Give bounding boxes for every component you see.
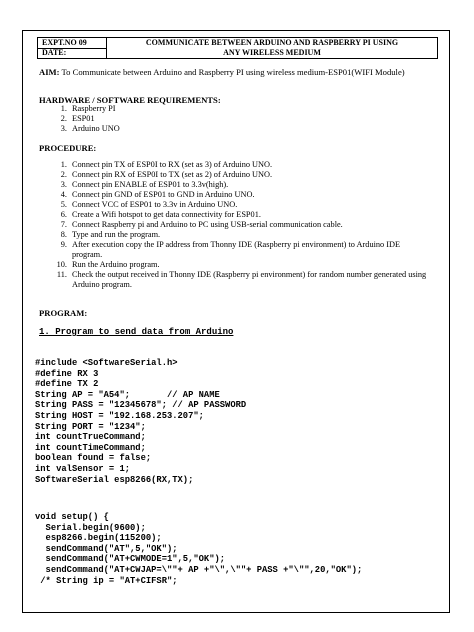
list-item: 6. Create a Wifi hotspot to get data connectivity for ESP01. (60, 210, 261, 219)
aim-statement (39, 67, 405, 77)
list-item: 2. Connect pin RX of ESP0I to TX (set as 2) of Arduino UNO. (60, 170, 273, 179)
list-item: 4. Connect pin GND of ESP01 to GND in Arduino UNO. (60, 190, 255, 199)
list-item: 7. Connect Raspberry pi and Arduino to PC using USB-serial communication cable. (60, 220, 343, 229)
date-label: DATE: (42, 48, 67, 58)
list-item: 1. Raspberry PI (60, 104, 116, 113)
list-item: 10. Run the Arduino program. (56, 260, 160, 269)
procedure-title: PROCEDURE: (39, 143, 97, 153)
list-item: 1. Connect pin TX of ESP0I to RX (set as 3) of Arduino UNO. (60, 160, 273, 169)
list-item: 11. Check the output received in Thonny IDE (Raspberry pi environment) for random number generated using Arduino program. (56, 270, 427, 289)
experiment-title-line2: ANY WIRELESS MEDIUM (223, 48, 321, 57)
header-table (37, 37, 438, 59)
experiment-title (107, 38, 437, 58)
aim-label: AIM: (39, 67, 60, 77)
experiment-title-line1: COMMUNICATE BETWEEN ARDUINO AND RASPBERRY PI USING (145, 38, 399, 47)
requirements-list (52, 104, 432, 134)
list-item: 9. After execution copy the IP address from Thonny IDE (Raspberry pi environment) to Arduino IDE program. (60, 240, 401, 259)
requirements-title: HARDWARE / SOFTWARE REQUIREMENTS: (39, 95, 221, 105)
program-heading: 1. Program to send data from Arduino (39, 327, 234, 337)
code-block-setup: void setup() { Serial.begin(9600); esp8266.begin(115200); sendCommand("AT",5,"OK"); sendCommand("AT+CWMODE=1",5,"OK"); sendCommand("AT+CWJAP=\""+ AP +"\",\""+ PASS +"\"",20,"OK"); /* String ip = "AT+CIFSR"; (35, 512, 363, 586)
list-item: 2. ESP01 (60, 114, 95, 123)
list-item: 8. Type and run the program. (60, 230, 161, 239)
experiment-number: EXPT.NO 09 (38, 38, 106, 49)
list-item: 3. Arduino UNO (60, 124, 120, 133)
list-item: 5. Connect VCC of ESP01 to 3.3v in Arduino UNO. (60, 200, 238, 209)
aim-text: To Communicate between Arduino and Raspberry PI using wireless medium-ESP01(WIFI Module) (59, 67, 405, 77)
header-left-column (38, 38, 107, 58)
program-title: PROGRAM: (39, 308, 88, 318)
code-block-declarations: #include <SoftwareSerial.h> #define RX 3 #define TX 2 String AP = "A54"; // AP NAME String PASS = "12345678"; // AP PASSWORD String HOST = "192.168.253.207"; String PORT = "1234"; int countTrueCommand; int countTimeCommand; boolean found = false; int valSensor = 1; SoftwareSerial esp8266(RX,TX); (35, 358, 247, 485)
procedure-list (52, 160, 432, 290)
list-item: 3. Connect pin ENABLE of ESP01 to 3.3v(high). (60, 180, 229, 189)
